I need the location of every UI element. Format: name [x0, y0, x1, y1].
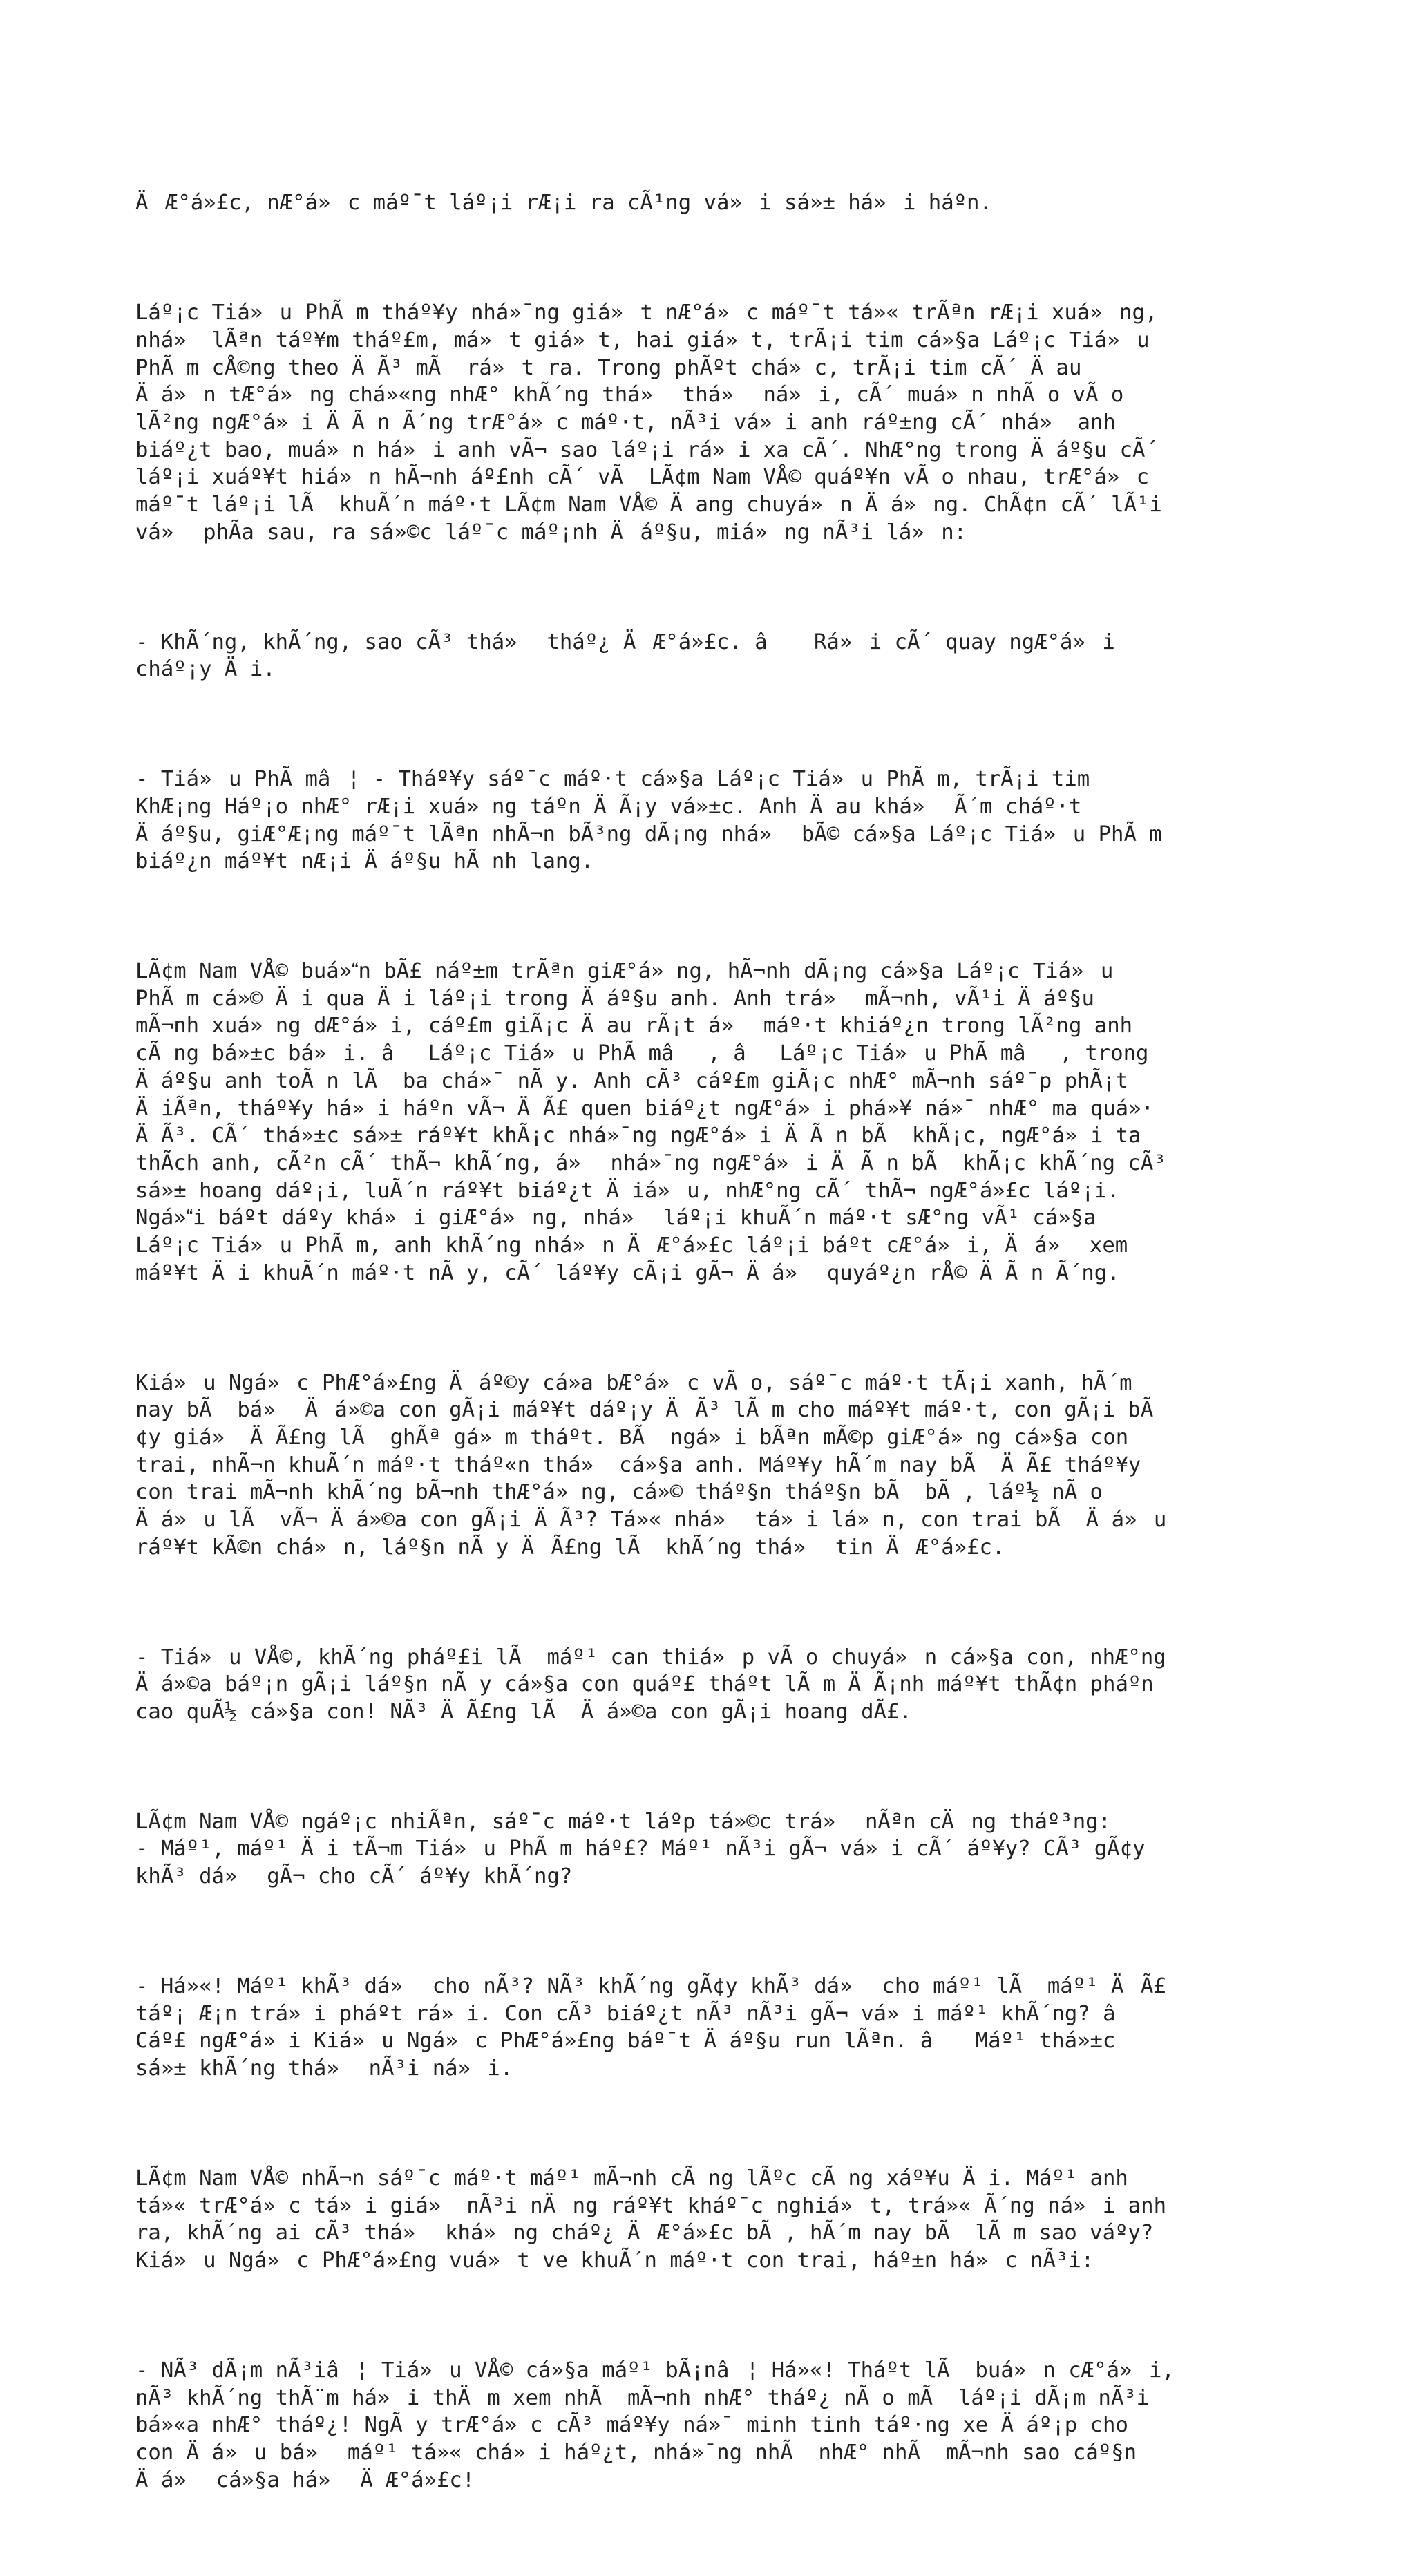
paragraph: LÃ¢m Nam VÅ© ngáº¡c nhiÃªn, sáº¯c máº·t láºp tá»©c trá» nÃªn cÄng tháº³ng: - Máº¹, máº¹ Äi tÃ¬m Tiá»u PhÃ m háº£? Máº¹ nÃ³i gÃ¬ vá»i cÃ´ áº¥y? CÃ³ gÃ¢y khÃ³ dá» gÃ¬ cho cÃ´ áº¥y khÃ´ng? — [135, 1809, 1146, 1889]
paragraph: LÃ¢m Nam VÅ© buá»n bÃ£ náº±m trÃªn giÆ°á»ng, hÃ¬nh dÃ¡ng cá»§a Láº¡c Tiá»u PhÃ m cá»© Äi qua Äi láº¡i trong Äáº§u anh. Anh trá» mÃ¬nh, vÃ¹i Äáº§u mÃ¬nh xuá»ng dÆ°á»i, cáº£m giÃ¡c Äau rÃ¡t á» máº·t khiáº¿n trong lÃ²ng anh cÃ ng bá»±c bá»i. âLáº¡c Tiá»u PhÃ mâ, âLáº¡c Tiá»u PhÃ mâ, trong Äáº§u anh toÃ n lÃ ba chá»¯ nÃ y. Anh cÃ³ cáº£m giÃ¡c nhÆ° mÃ¬nh sáº¯p phÃ¡t ÄiÃªn, tháº¥y há»i háºn vÃ¬ ÄÃ£ quen biáº¿t ngÆ°á»i phá»¥ ná»¯ nhÆ° ma quá»· ÄÃ³. CÃ´ thá»±c sá»± ráº¥t khÃ¡c nhá»¯ng ngÆ°á»i ÄÃ n bÃ khÃ¡c, ngÆ°á»i ta thÃch anh, cÃ²n cÃ´ thÃ¬ khÃ´ng, á» nhá»¯ng ngÆ°á»i ÄÃ n bÃ khÃ¡c khÃ´ng cÃ³ sá»± hoang dáº¡i, luÃ´n ráº¥t biáº¿t Äiá»u, nhÆ°ng cÃ´ thÃ¬ ngÆ°á»£c láº¡i. Ngá»i báºt dáºy khá»i giÆ°á»ng, nhá» láº¡i khuÃ´n máº·t sÆ°ng vÃ¹ cá»§a Láº¡c Tiá»u PhÃ m, anh khÃ´ng nhá»n ÄÆ°á»£c láº¡i báºt cÆ°á»i, Äá» xem máº¥t Äi khuÃ´n máº·t nÃ y, cÃ´ láº¥y cÃ¡i gÃ¬ Äá» quyáº¿n rÅ© ÄÃ n Ã´ng. — [135, 959, 1166, 1285]
paragraph: - Tiá»u VÅ©, khÃ´ng pháº£i lÃ máº¹ can thiá»p vÃ o chuyá»n cá»§a con, nhÆ°ng Äá»©a báº¡n gÃ¡i láº§n nÃ y cá»§a con quáº£ tháºt lÃ m ÄÃ¡nh máº¥t thÃ¢n pháºn cao quÃ½ cá»§a con! NÃ³ ÄÃ£ng lÃ Äá»©a con gÃ¡i hoang dÃ£. — [135, 1645, 1166, 1724]
paragraph: LÃ¢m Nam VÅ© nhÃ¬n sáº¯c máº·t máº¹ mÃ¬nh cÃ ng lÃºc cÃ ng xáº¥u Äi. Máº¹ anh tá»« trÆ°á»c tá»i giá» nÃ³i nÄng ráº¥t kháº¯c nghiá»t, trá»« Ã´ng ná»i anh ra, khÃ´ng ai cÃ³ thá» khá»ng cháº¿ ÄÆ°á»£c bÃ , hÃ´m nay bÃ lÃ m sao váºy? Kiá»u Ngá»c PhÆ°á»£ng vuá»t ve khuÃ´n máº·t con trai, háº±n há»c nÃ³i: — [135, 2166, 1167, 2273]
paragraph: - Tiá»u PhÃ mâ¦ - Tháº¥y sáº¯c máº·t cá»§a Láº¡c Tiá»u PhÃ m, trÃ¡i tim KhÆ¡ng Háº¡o nhÆ° rÆ¡i xuá»ng táºn ÄÃ¡y vá»±c. Anh Äau khá» Ã´m cháº·t Äáº§u, giÆ°Æ¡ng máº¯t lÃªn nhÃ¬n bÃ³ng dÃ¡ng nhá» bÃ© cá»§a Láº¡c Tiá»u PhÃ m biáº¿n máº¥t nÆ¡i Äáº§u hÃ nh lang. — [135, 767, 1162, 874]
paragraph: - KhÃ´ng, khÃ´ng, sao cÃ³ thá» tháº¿ ÄÆ°á»£c. â Rá»i cÃ´ quay ngÆ°á»i cháº¡y Äi. — [135, 629, 1115, 682]
paragraph: Kiá»u Ngá»c PhÆ°á»£ng Äáº©y cá»a bÆ°á»c vÃ o, sáº¯c máº·t tÃ¡i xanh, hÃ´m nay bÃ bá» Äá»©a con gÃ¡i máº¥t dáº¡y ÄÃ³ lÃ m cho máº¥t máº·t, con gÃ¡i bÃ ¢y giá» ÄÃ£ng lÃ ghÃª gá»m tháºt. BÃ ngá»i bÃªn mÃ©p giÆ°á»ng cá»§a con trai, nhÃ¬n khuÃ´n máº·t tháº«n thá» cá»§a anh. Máº¥y hÃ´m nay bÃ ÄÃ£ tháº¥y con trai mÃ¬nh khÃ´ng bÃ¬nh thÆ°á»ng, cá»© tháº§n tháº§n bÃ bÃ , láº½ nÃ o Äá»u lÃ vÃ¬ Äá»©a con gÃ¡i ÄÃ³? Tá»« nhá» tá»i lá»n, con trai bÃ Äá»u ráº¥t kÃ©n chá»n, láº§n nÃ y ÄÃ£ng lÃ khÃ´ng thá» tin ÄÆ°á»£c. — [135, 1370, 1167, 1560]
paragraph: - NÃ³ dÃ¡m nÃ³iâ¦ Tiá»u VÅ© cá»§a máº¹ bÃ¡nâ¦ Há»«! Tháºt lÃ buá»n cÆ°á»i, nÃ³ khÃ´ng thÃ¨m há»i thÄm xem nhÃ mÃ¬nh nhÆ° tháº¿ nÃ o mÃ láº¡i dÃ¡m nÃ³i bá»«a nhÆ° tháº¿! NgÃ y trÆ°á»c cÃ³ máº¥y ná»¯ minh tinh táº·ng xe Äáº¡p cho con Äá»u bá» máº¹ tá»« chá»i háº¿t, nhá»¯ng nhÃ nhÆ° nhÃ mÃ¬nh sao cáº§n Äá» cá»§a há» ÄÆ°á»£c! — [135, 2358, 1175, 2492]
paragraph: ÄÆ°á»£c, nÆ°á»c máº¯t láº¡i rÆ¡i ra cÃ¹ng vá»i sá»± há»i háºn. — [135, 191, 992, 216]
document-body — [135, 135, 1310, 2576]
paragraph: Láº¡c Tiá»u PhÃ m tháº¥y nhá»¯ng giá»t nÆ°á»c máº¯t tá»« trÃªn rÆ¡i xuá»ng, nhá» lÃªn táº¥m tháº£m, má»t giá»t, hai giá»t, trÃ¡i tim cá»§a Láº¡c Tiá»u PhÃ m cÅ©ng theo ÄÃ³ mÃ rá»t ra. Trong phÃºt chá»c, trÃ¡i tim cÃ´ Äau Äá»n tÆ°á»ng chá»«ng nhÆ° khÃ´ng thá» thá» ná»i, cÃ´ muá»n nhÃ o vÃ o lÃ²ng ngÆ°á»i ÄÃ n Ã´ng trÆ°á»c máº·t, nÃ³i vá»i anh ráº±ng cÃ´ nhá» anh biáº¿t bao, muá»n há»i anh vÃ¬ sao láº¡i rá»i xa cÃ´. NhÆ°ng trong Äáº§u cÃ´ láº¡i xuáº¥t hiá»n hÃ¬nh áº£nh cÃ´ vÃ LÃ¢m Nam VÅ© quáº¥n vÃ o nhau, trÆ°á»c máº¯t láº¡i lÃ khuÃ´n máº·t LÃ¢m Nam VÅ© Äang chuyá»n Äá»ng. ChÃ¢n cÃ´ lÃ¹i vá» phÃa sau, ra sá»©c láº¯c máº¡nh Äáº§u, miá»ng nÃ³i lá»n: — [135, 301, 1162, 544]
paragraph: - Há»«! Máº¹ khÃ³ dá» cho nÃ³? NÃ³ khÃ´ng gÃ¢y khÃ³ dá» cho máº¹ lÃ máº¹ ÄÃ£ táº¡ Æ¡n trá»i pháºt rá»i. Con cÃ³ biáº¿t nÃ³ nÃ³i gÃ¬ vá»i máº¹ khÃ´ng? â Cáº£ ngÆ°á»i Kiá»u Ngá»c PhÆ°á»£ng báº¯t Äáº§u run lÃªn. â Máº¹ thá»±c sá»± khÃ´ng thá» nÃ³i ná»i. — [135, 1973, 1166, 2081]
